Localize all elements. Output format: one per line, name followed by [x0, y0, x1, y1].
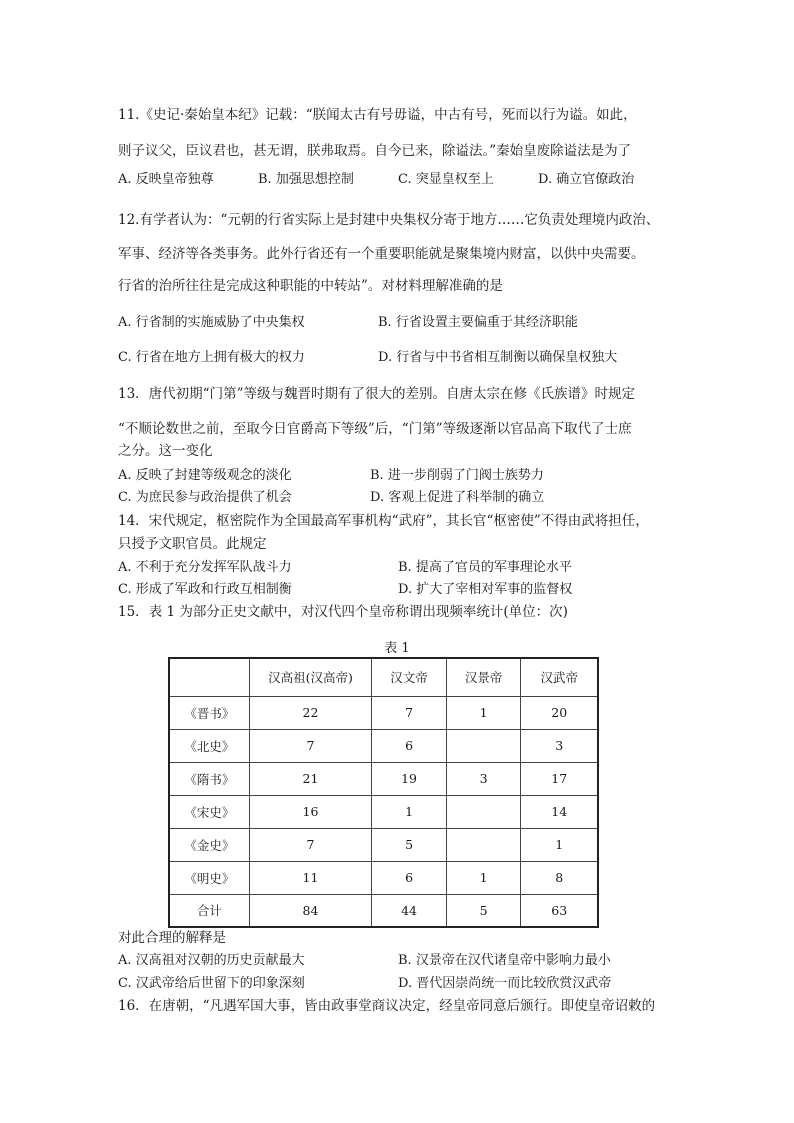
- table-header-cell: 汉文帝: [372, 658, 447, 696]
- table-cell: 17: [521, 762, 598, 795]
- table-header-row: [169, 658, 598, 696]
- table-cell: 《北史》: [169, 729, 249, 762]
- q15-after-table: 对此合理的解释是: [118, 930, 226, 946]
- q12-option-d: D. 行省与中书省相互制衡以确保皇权独大: [378, 350, 618, 365]
- q12-option-a: A. 行省制的实施威胁了中央集权: [118, 315, 305, 330]
- q11-option-b: B. 加强思想控制: [258, 172, 354, 187]
- table-cell: [446, 729, 521, 762]
- q15-option-b: B. 汉景帝在汉代诸皇帝中影响力最小: [398, 953, 611, 968]
- table-row: [169, 828, 598, 861]
- q15-option-a: A. 汉高祖对汉朝的历史贡献最大: [118, 953, 305, 968]
- q14-option-a: A. 不利于充分发挥军队战斗力: [118, 560, 292, 575]
- q15-line-1: 15．表 1 为部分正史文献中，对汉代四个皇帝称谓出现频率统计(单位：次): [118, 604, 568, 620]
- table-cell: 22: [249, 696, 372, 729]
- table-cell: 1: [446, 861, 521, 894]
- q14-line-1: 14．宋代规定，枢密院作为全国最高军事机构“武府”，其长官“枢密使”不得由武将担任，: [118, 513, 649, 529]
- table-cell: 《金史》: [169, 828, 249, 861]
- q14-line-2: 只授予文职官员。此规定: [118, 536, 267, 552]
- table-cell: 7: [249, 828, 372, 861]
- q12-option-b: B. 行省设置主要偏重于其经济职能: [378, 315, 578, 330]
- table-header-cell: 汉景帝: [446, 658, 521, 696]
- q12-line-3: 行省的治所往往是完成这种职能的中转站”。对材料理解准确的是: [118, 278, 503, 294]
- table-cell: 3: [446, 762, 521, 795]
- table-cell: 6: [372, 729, 447, 762]
- q14-option-b: B. 提高了官员的军事理论水平: [398, 560, 572, 575]
- q12-line-1: 12.有学者认为：“元朝的行省实际上是封建中央集权分寄于地方……它负责处理境内政治、: [118, 212, 660, 228]
- table-row: [169, 696, 598, 729]
- q15-option-c: C. 汉武帝给后世留下的印象深刻: [118, 976, 305, 991]
- table-cell: [446, 795, 521, 828]
- q15-option-d: D. 晋代因崇尚统一而比较欣赏汉武帝: [398, 976, 612, 991]
- table-cell: 20: [521, 696, 598, 729]
- table-total-row: [169, 894, 598, 927]
- table-row: [169, 762, 598, 795]
- table-cell: 1: [521, 828, 598, 861]
- table-header-cell: 汉武帝: [521, 658, 598, 696]
- table-row: [169, 729, 598, 762]
- table-cell: 1: [446, 696, 521, 729]
- table-cell: 5: [446, 894, 521, 927]
- q11-option-d: D. 确立官僚政治: [538, 172, 635, 187]
- table-cell: 44: [372, 894, 447, 927]
- q13-option-b: B. 进一步削弱了门阀士族势力: [370, 468, 544, 483]
- table-row: [169, 861, 598, 894]
- q13-option-c: C. 为庶民参与政治提供了机会: [118, 490, 292, 505]
- q13-line-1: 13．唐代初期“门第”等级与魏晋时期有了很大的差别。自唐太宗在修《氏族谱》时规定: [118, 386, 635, 402]
- table-cell: 16: [249, 795, 372, 828]
- table-header-cell: 汉高祖(汉高帝): [249, 658, 372, 696]
- q11-line-2: 则子议父，臣议君也，甚无谓，朕弗取焉。自今已来，除谥法。”秦始皇废除谥法是为了: [118, 143, 632, 159]
- q12-option-c: C. 行省在地方上拥有极大的权力: [118, 350, 305, 365]
- table-cell: 5: [372, 828, 447, 861]
- table-cell: 《明史》: [169, 861, 249, 894]
- q14-option-c: C. 形成了军政和行政互相制衡: [118, 582, 292, 597]
- table-cell: 合计: [169, 894, 249, 927]
- q11-option-c: C. 突显皇权至上: [398, 172, 494, 187]
- table-row: [169, 795, 598, 828]
- table-header-cell: [169, 658, 249, 696]
- table-cell: 《宋史》: [169, 795, 249, 828]
- q16-line-1: 16．在唐朝，“凡遇军国大事，皆由政事堂商议决定，经皇帝同意后颁行。即使皇帝诏敕的: [118, 998, 656, 1014]
- table-cell: 《晋书》: [169, 696, 249, 729]
- frequency-table: [168, 657, 599, 928]
- table-cell: 8: [521, 861, 598, 894]
- table-cell: 21: [249, 762, 372, 795]
- q12-line-2: 军事、经济等各类事务。此外行省还有一个重要职能就是聚集境内财富，以供中央需要。: [118, 246, 645, 262]
- table-cell: [446, 828, 521, 861]
- table-cell: 19: [372, 762, 447, 795]
- table-cell: 7: [249, 729, 372, 762]
- table-caption: 表 1: [384, 641, 410, 656]
- table-cell: 84: [249, 894, 372, 927]
- table-cell: 《隋书》: [169, 762, 249, 795]
- q13-option-d: D. 客观上促进了科举制的确立: [370, 490, 545, 505]
- q14-option-d: D. 扩大了宰相对军事的监督权: [398, 582, 573, 597]
- table-cell: 63: [521, 894, 598, 927]
- q13-line-3: 之分。这一变化: [118, 443, 213, 459]
- table-cell: 1: [372, 795, 447, 828]
- q13-option-a: A. 反映了封建等级观念的淡化: [118, 468, 292, 483]
- table-cell: 14: [521, 795, 598, 828]
- q11-line-1: 11.《史记·秦始皇本纪》记载：“朕闻太古有号毋谥，中古有号，死而以行为谥。如此，: [118, 107, 637, 123]
- table-cell: 6: [372, 861, 447, 894]
- table-cell: 3: [521, 729, 598, 762]
- q13-line-2: “不顺论数世之前，至取今日官爵高下等级”后，“门第”等级逐渐以官品高下取代了士庶: [118, 421, 632, 437]
- q11-option-a: A. 反映皇帝独尊: [118, 172, 214, 187]
- table-cell: 11: [249, 861, 372, 894]
- table-cell: 7: [372, 696, 447, 729]
